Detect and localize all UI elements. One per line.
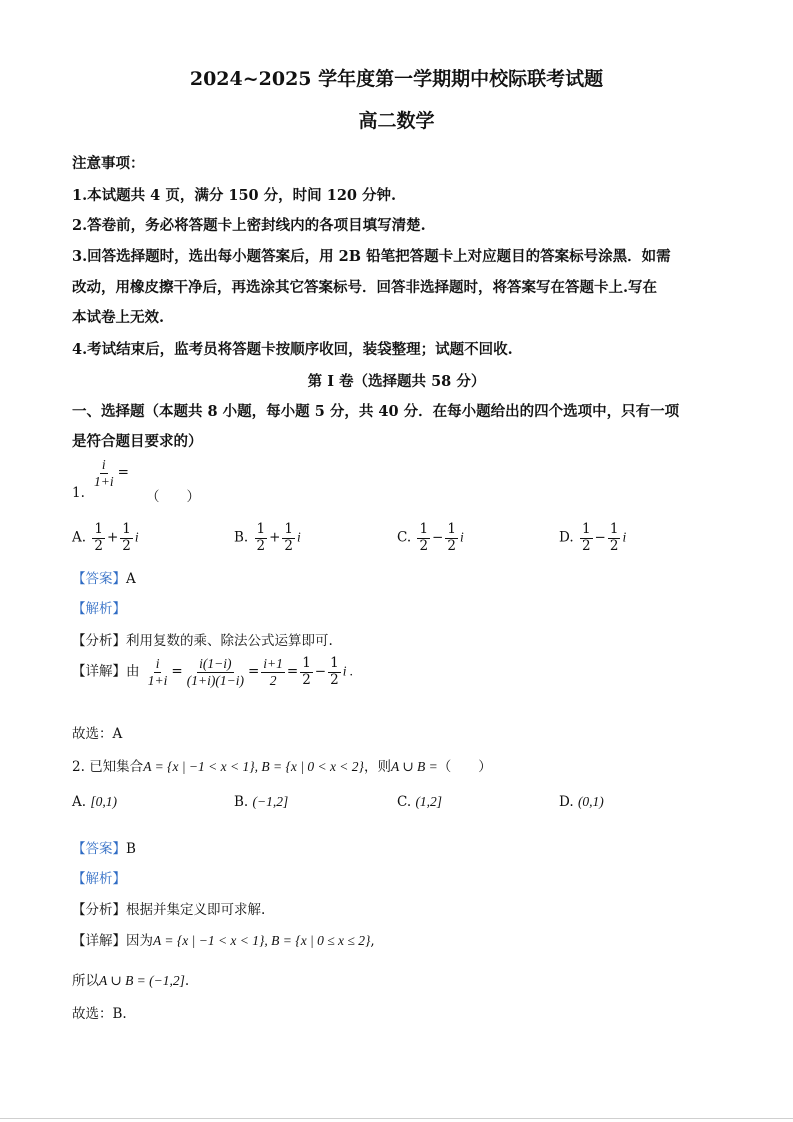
notice-heading: 注意事项：: [72, 155, 145, 172]
q2-option-c: C. (1,2]: [397, 794, 443, 810]
q2-so: 所以A ∪ B = (−1,2].: [72, 973, 190, 989]
notice-item-3-line-1: 3.回答选择题时，选出每小题答案后，用 2B 铅笔把答题卡上对应题目的答案标号涂黑．如需: [72, 248, 671, 265]
q2-answer: 【答案】B: [72, 841, 136, 857]
part-instructions-line-1: 一、选择题（本题共 8 小题，每小题 5 分，共 40 分．在每小题给出的四个选项中，只有一项: [72, 403, 680, 420]
page-bottom-divider: [0, 1118, 793, 1119]
subject-title: 高二数学: [358, 110, 435, 132]
notice-item-3-line-3: 本试卷上无效.: [72, 309, 165, 326]
notice-item-2: 2.答卷前，务必将答题卡上密封线内的各项目填写清楚.: [72, 217, 426, 234]
q2-option-d: D. (0,1): [559, 794, 604, 810]
notice-item-4: 4.考试结束后，监考员将答题卡按顺序收回，装袋整理；试题不回收.: [72, 341, 513, 358]
q2-detail: 【详解】因为A = {x | −1 < x < 1}, B = {x | 0 ≤ x ≤ 2},: [72, 933, 375, 949]
q1-analysis-tag: 【解析】: [72, 601, 126, 617]
q1-blank: （ ）: [146, 489, 200, 505]
q1-option-d: D. $\frac{1}{2}$ − $\frac{1}{2}$ i: [559, 521, 627, 554]
q1-stem: $\frac{i}{1+i}$ =: [94, 457, 129, 489]
notice-item-1: 1.本试题共 4 页，满分 150 分，时间 120 分钟.: [72, 187, 397, 204]
q2-stem: 2. 已知集合A = {x | −1 < x < 1}, B = {x | 0 < x < 2}，则A ∪ B =（ ）: [72, 759, 492, 775]
q2-option-b: B. (−1,2]: [234, 794, 289, 810]
q2-option-a: A. [0,1): [72, 794, 117, 810]
q1-choose: 故选：A: [72, 726, 123, 742]
q1-option-a: A. $\frac{1}{2}$ + $\frac{1}{2}$ i: [72, 521, 139, 554]
q1-analysis: 【分析】利用复数的乘、除法公式运算即可.: [72, 633, 333, 649]
exam-title: 2024~2025 学年度第一学期期中校际联考试题: [189, 68, 604, 90]
q1-number: 1.: [72, 485, 85, 501]
q2-analysis-tag: 【解析】: [72, 871, 126, 887]
q1-option-b: B. $\frac{1}{2}$ + $\frac{1}{2}$ i: [234, 521, 301, 554]
q1-stem-fraction: $\frac{i}{1+i}$: [94, 457, 114, 489]
q1-answer: 【答案】A: [72, 571, 136, 587]
q2-choose: 故选：B.: [72, 1006, 127, 1022]
notice-item-3-line-2: 改动，用橡皮擦干净后，再选涂其它答案标号．回答非选择题时，将答案写在答题卡上.写在: [72, 279, 658, 296]
q2-analysis: 【分析】根据并集定义即可求解.: [72, 902, 266, 918]
q1-option-c: C. $\frac{1}{2}$ − $\frac{1}{2}$ i: [397, 521, 464, 554]
part-instructions-line-2: 是符合题目要求的）: [72, 433, 203, 450]
q1-detail: 【详解】由 $\frac{i}{1+i}$ = $\frac{i(1-i)}{(1+i)(1-i)}$ = $\frac{i+1}{2}$ = $\frac{1}{2}$ − $\frac{1}{2}$ i .: [72, 655, 354, 688]
volume-title: 第 I 卷（选择题共 58 分）: [307, 373, 486, 390]
